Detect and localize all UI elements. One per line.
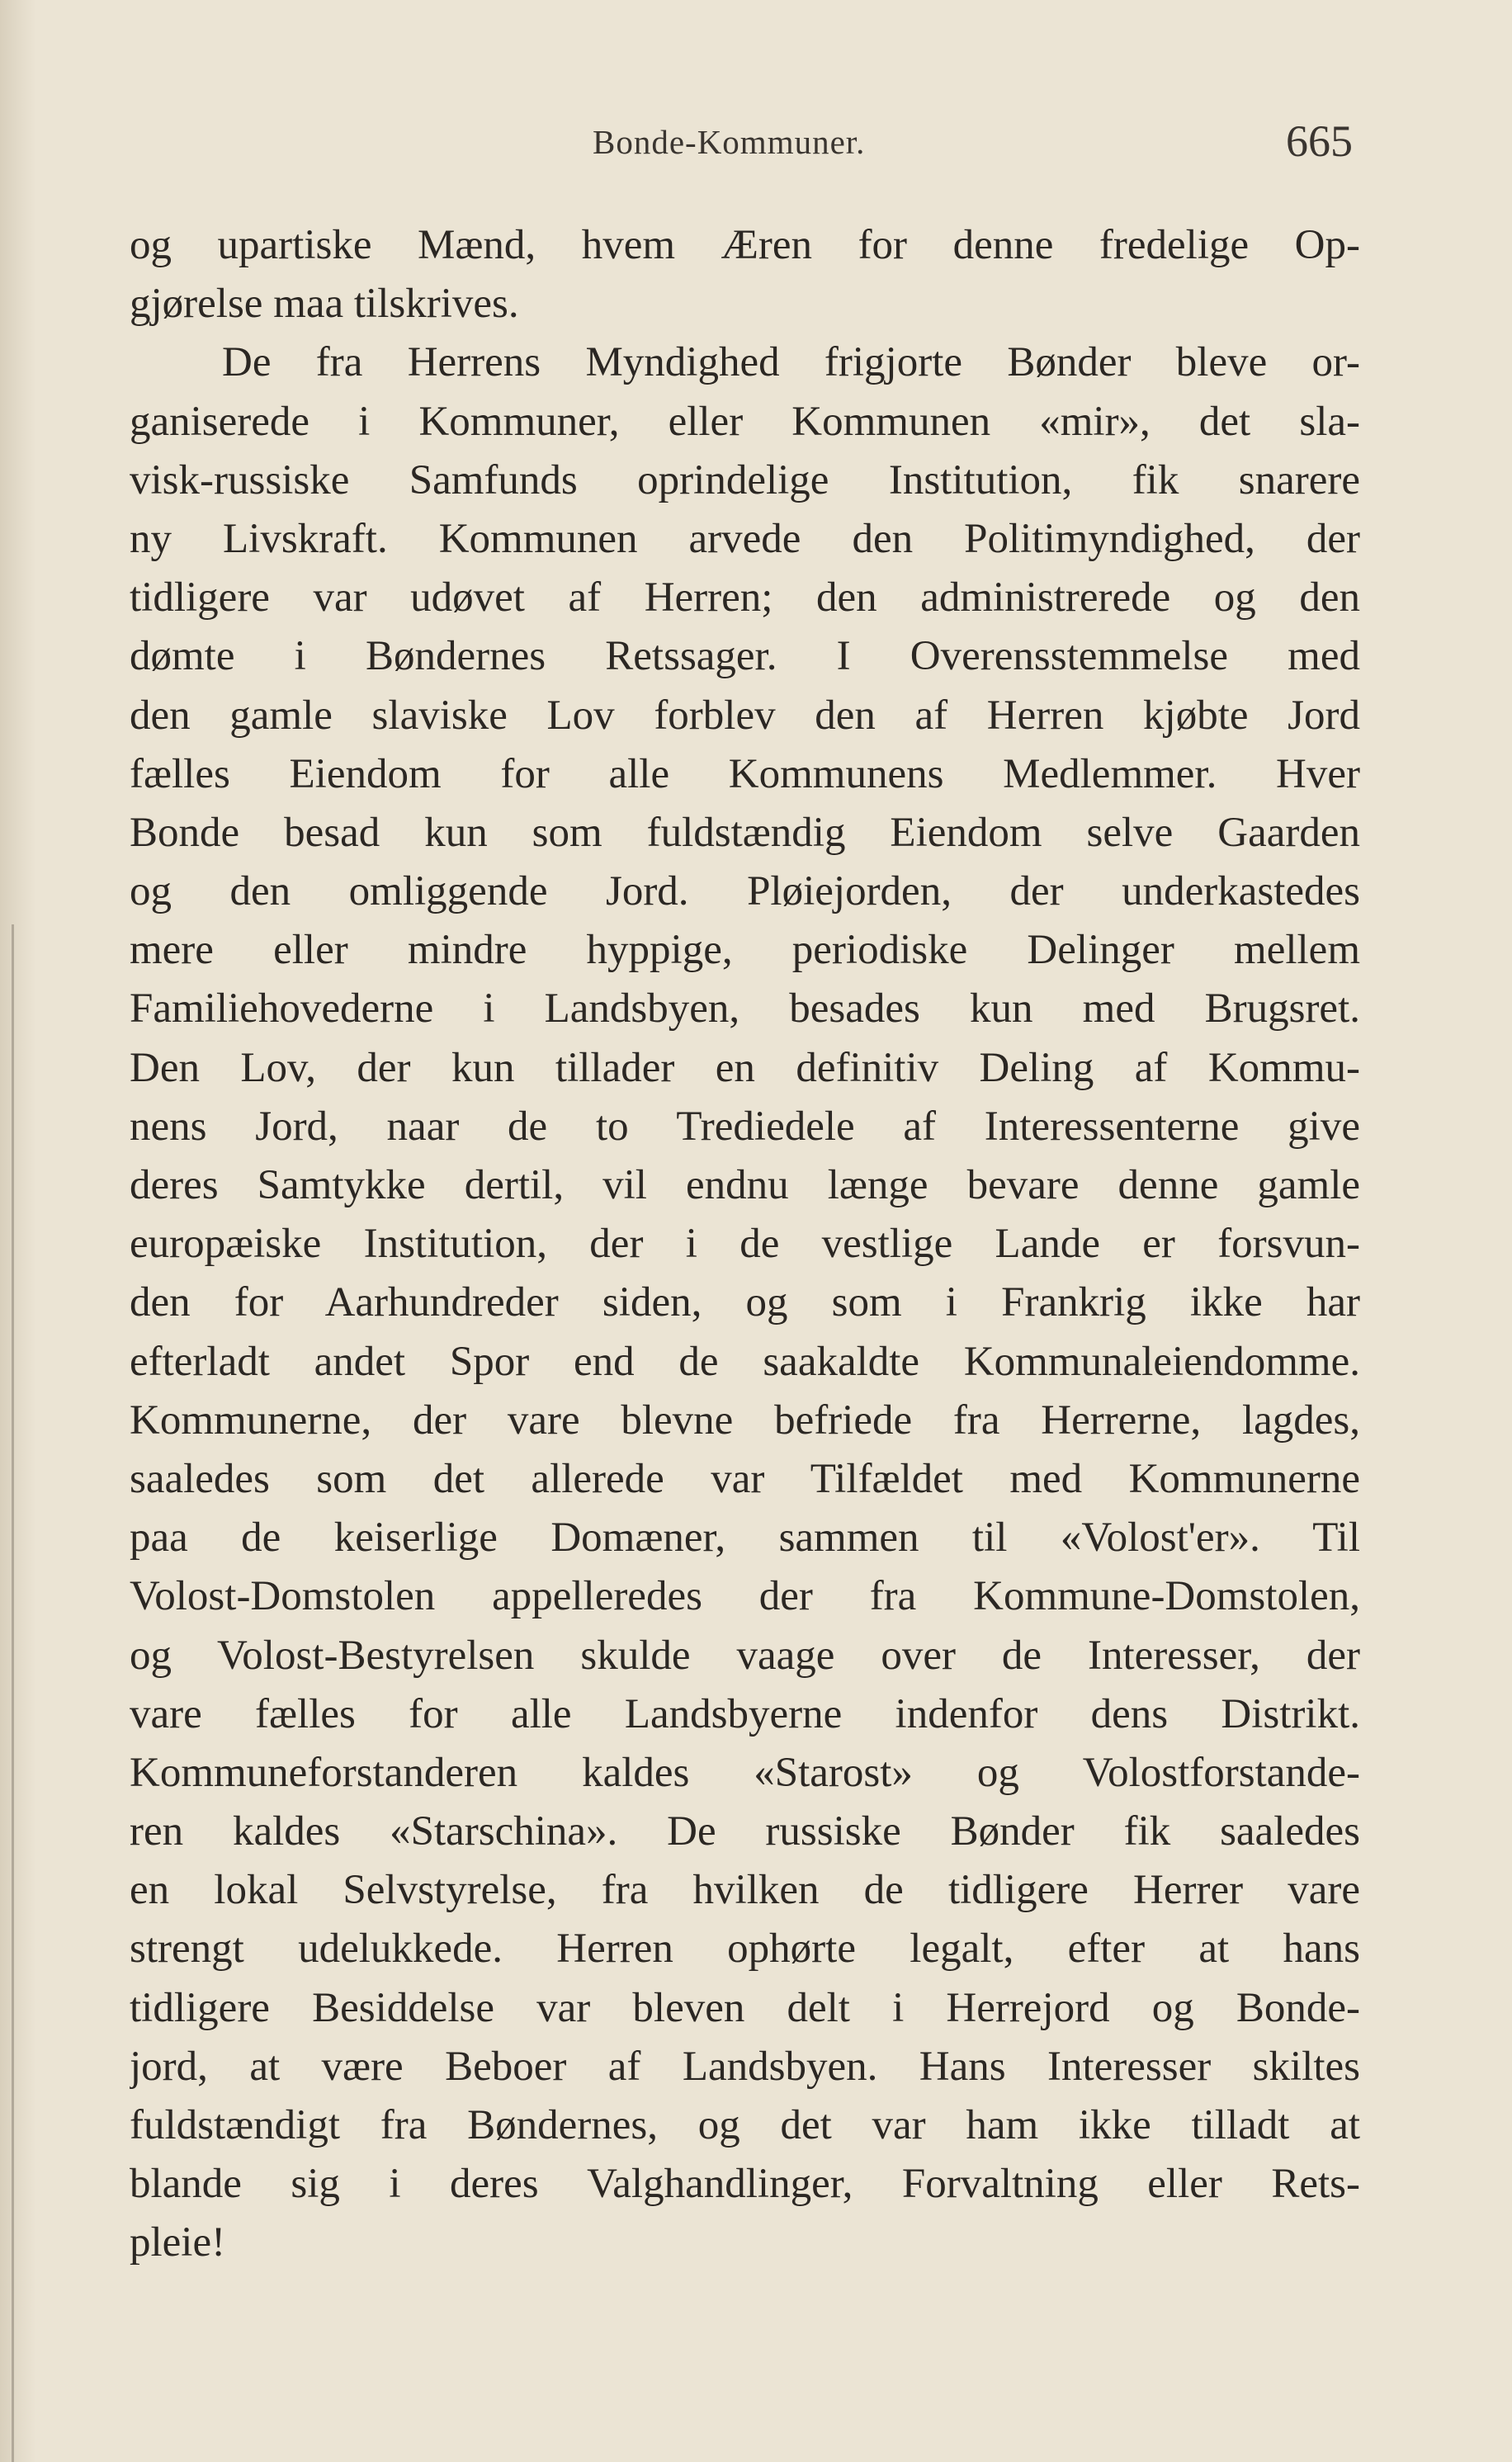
text-line: ny Livskraft. Kommunen arvede den Politimyndighed, der: [130, 515, 1360, 562]
text-line: Kommunerne, der vare blevne befriede fra Herrerne, lagdes,: [130, 1396, 1360, 1444]
text-line: ganiserede i Kommuner, eller Kommunen «mir», det sla-: [130, 398, 1360, 445]
text-line: tidligere Besiddelse var bleven delt i Herrejord og Bonde-: [130, 1984, 1360, 2031]
text-line: og upartiske Mænd, hvem Æren for denne fredelige Op-: [130, 222, 1360, 268]
page-gutter-shadow: [0, 0, 36, 2462]
text-line: paa de keiserlige Domæner, sammen til «Volost'er». Til: [130, 1515, 1360, 1562]
text-line: gjørelse maa tilskrives.: [130, 281, 519, 328]
text-line: vare fælles for alle Landsbyerne indenfor dens Distrikt.: [130, 1690, 1360, 1737]
text-line: strengt udelukkede. Herren ophørte legalt, efter at hans: [130, 1926, 1360, 1973]
text-line: ren kaldes «Starschina». De russiske Bønder fik saaledes: [130, 1808, 1360, 1855]
text-line: og Volost-Bestyrelsen skulde vaage over de Interesser, der: [130, 1632, 1360, 1679]
text-line: fælles Eiendom for alle Kommunens Medlemmer. Hver: [130, 750, 1360, 797]
text-line: saaledes som det allerede var Tilfældet med Kommunerne: [130, 1455, 1360, 1502]
text-line: tidligere var udøvet af Herren; den administrerede og den: [130, 574, 1360, 621]
text-line: pleie!: [130, 2219, 226, 2266]
text-line: deres Samtykke dertil, vil endnu længe bevare denne gamle: [130, 1162, 1360, 1208]
text-line: dømte i Bøndernes Retssager. I Overensstemmelse med: [130, 633, 1360, 680]
text-line: jord, at være Beboer af Landsbyen. Hans Interesser skiltes: [130, 2043, 1360, 2090]
text-line: den gamle slaviske Lov forblev den af Herren kjøbte Jord: [130, 692, 1360, 739]
text-line: Kommuneforstanderen kaldes «Starost» og Volostforstande-: [130, 1749, 1360, 1796]
text-line: og den omliggende Jord. Pløiejorden, der underkastedes: [130, 868, 1360, 915]
text-line: Familiehovederne i Landsbyen, besades kun med Brugsret.: [130, 985, 1360, 1033]
text-line: Volost-Domstolen appelleredes der fra Kommune-Domstolen,: [130, 1573, 1360, 1620]
text-line: den for Aarhundreder siden, og som i Frankrig ikke har: [130, 1279, 1360, 1326]
text-line: efterladt andet Spor end de saakaldte Kommunaleiendomme.: [130, 1338, 1360, 1385]
text-line: en lokal Selvstyrelse, fra hvilken de tidligere Herrer vare: [130, 1867, 1360, 1914]
text-line: mere eller mindre hyppige, periodiske Delinger mellem: [130, 927, 1360, 974]
page-number: 665: [1286, 116, 1353, 166]
text-line: fuldstændigt fra Bøndernes, og det var ham ikke tilladt at: [130, 2102, 1360, 2148]
running-title: Bonde-Kommuner.: [593, 123, 866, 161]
text-line: nens Jord, naar de to Trediedele af Interessenterne give: [130, 1103, 1360, 1150]
text-line: visk-russiske Samfunds oprindelige Institution, fik snarere: [130, 456, 1360, 503]
text-line: europæiske Institution, der i de vestlige Lande er forsvun-: [130, 1221, 1360, 1268]
text-line: Den Lov, der kun tillader en definitiv Deling af Kommu-: [130, 1044, 1360, 1091]
text-line: blande sig i deres Valghandlinger, Forvaltning eller Rets-: [130, 2161, 1360, 2208]
text-line: De fra Herrens Myndighed frigjorte Bønder bleve or-: [222, 339, 1360, 386]
page-edge-line: [12, 924, 14, 2462]
body-text: [130, 216, 1360, 2273]
text-line: Bonde besad kun som fuldstændig Eiendom selve Gaarden: [130, 809, 1360, 856]
